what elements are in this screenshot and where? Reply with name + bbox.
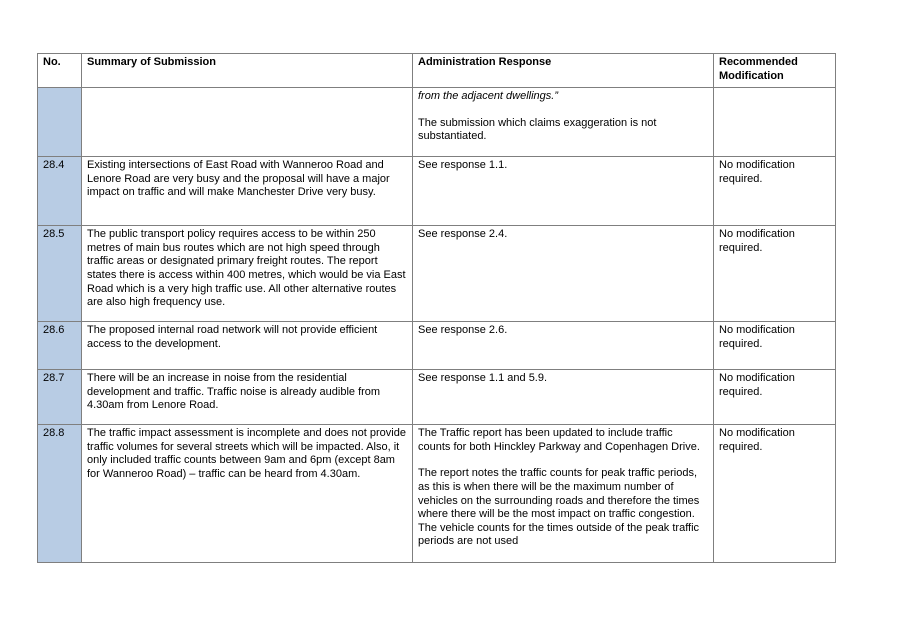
table-row [38, 425, 836, 563]
response-paragraph: See response 1.1. [418, 159, 508, 172]
submission-summary: The traffic impact assessment is incomplete and does not provide traffic volumes for several streets which will be impacted. Also, it only included traffic counts between 9am and 6pm (except 8am for Wanneroo Road) – traffic can be heard from 4.30am. [82, 425, 413, 563]
header-row [38, 54, 836, 88]
row-number [38, 88, 82, 157]
response-paragraph: The submission which claims exaggeration is not substantiated. [418, 116, 657, 143]
header-summary: Summary of Submission [82, 54, 413, 88]
recommended-modification: No modification required. [714, 370, 836, 425]
row-number: 28.8 [38, 425, 82, 563]
header-response: Administration Response [413, 54, 714, 88]
submission-summary: The public transport policy requires access to be within 250 metres of main bus routes which are not high speed through traffic areas or designated primary freight routes. The report states there is access within 400 metres, which would be via East Road which is a very high traffic use. All other alternative routes are also high frequency use. [82, 226, 413, 322]
table-row [38, 157, 836, 226]
recommended-modification: No modification required. [714, 425, 836, 563]
administration-response [413, 226, 714, 322]
row-number: 28.5 [38, 226, 82, 322]
response-paragraph: See response 2.4. [418, 228, 508, 241]
recommended-modification: No modification required. [714, 322, 836, 370]
response-paragraph: from the adjacent dwellings.” [418, 90, 559, 103]
submission-summary: There will be an increase in noise from the residential development and traffic. Traffic noise is already audible from 4.30am from Lenore Road. [82, 370, 413, 425]
table-row [38, 370, 836, 425]
row-number: 28.7 [38, 370, 82, 425]
response-paragraph: The Traffic report has been updated to include traffic counts for both Hinckley Parkway and Copenhagen Drive. [418, 427, 700, 453]
submission-summary: Existing intersections of East Road with Wanneroo Road and Lenore Road are very busy and the proposal will have a major impact on traffic and will make Manchester Drive very busy. [82, 157, 413, 226]
administration-response [413, 157, 714, 226]
recommended-modification: No modification required. [714, 226, 836, 322]
header-modification: Recommended Modification [714, 54, 836, 88]
administration-response [413, 370, 714, 425]
recommended-modification [714, 88, 836, 157]
table-row [38, 88, 836, 157]
submissions-table [37, 53, 836, 563]
administration-response [413, 322, 714, 370]
response-paragraph: See response 2.6. [418, 324, 508, 337]
table-row [38, 322, 836, 370]
row-number: 28.4 [38, 157, 82, 226]
administration-response [413, 425, 714, 563]
recommended-modification: No modification required. [714, 157, 836, 226]
response-paragraph: See response 1.1 and 5.9. [418, 372, 548, 385]
response-paragraph: The report notes the traffic counts for peak traffic periods, as this is when there will be the maximum number of vehicles on the surrounding roads and therefore the times where there will be the most impact on traffic congestion. The vehicle counts for the times outside of the peak traffic periods are not used [418, 467, 700, 548]
header-no: No. [38, 54, 82, 88]
table-row [38, 226, 836, 322]
row-number: 28.6 [38, 322, 82, 370]
administration-response [413, 88, 714, 157]
submission-summary [82, 88, 413, 157]
submission-summary: The proposed internal road network will not provide efficient access to the development. [82, 322, 413, 370]
